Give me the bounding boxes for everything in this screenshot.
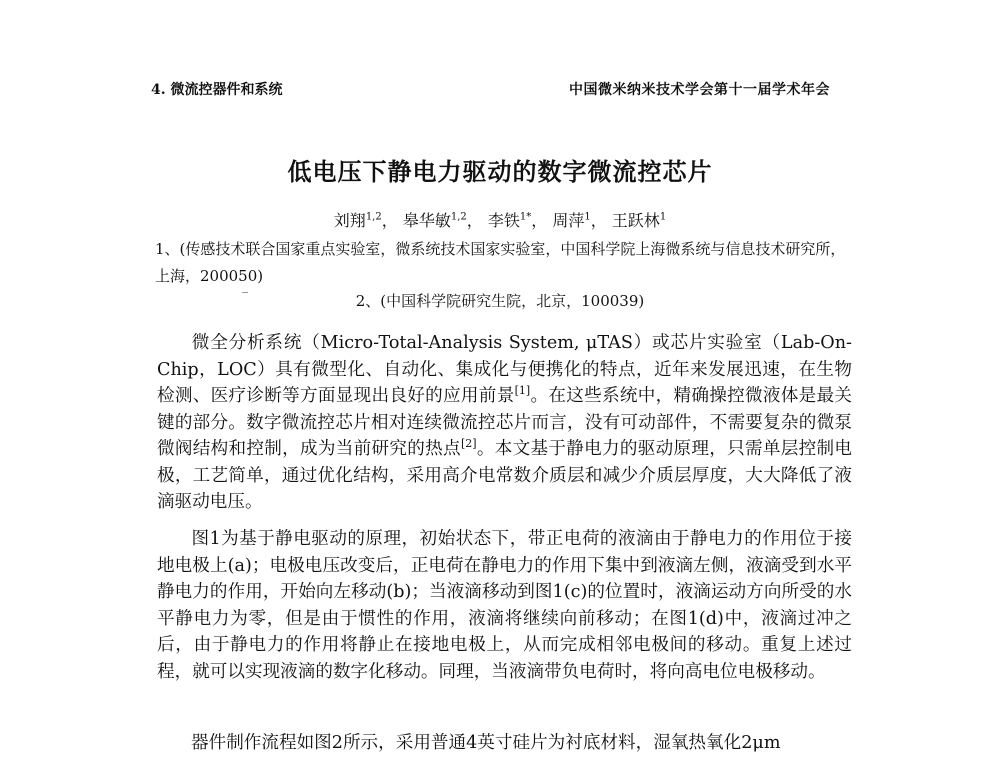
- paragraph-text: 。在这些系统中，精确操控微液体是最关键的部分。数字微流控芯片相对连续微流控芯片而言，没有可动部件，不需要复杂的微泵微阀结构和控制，成为当前研究的热点: [157, 386, 852, 459]
- body-paragraph-3: [157, 730, 852, 760]
- author-list: 刘翔$^{1,2}$， 皋华敏$^{1,2}$， 李铁$^{1*}$， 周萍$^1$， 王跃林$^1$: [333, 211, 667, 230]
- author-name: 李铁: [487, 211, 520, 230]
- affiliation-2: 2、(中国科学院研究生院，北京，100039): [355, 292, 645, 310]
- author-affiliation-mark: 1: [659, 211, 667, 223]
- author-affiliation-mark: 1: [584, 211, 591, 223]
- body-paragraph-2: [157, 526, 852, 685]
- author-name: 王跃林: [611, 211, 660, 230]
- paragraph-text: 微全分析系统（Micro-Total-Analysis System, μTAS）或芯片实验室（Lab-On-Chip，LOC）具有微型化、自动化、集成化与便携化的特点，近年来发展迅速，在生物检测、医疗诊断等方面显现出良好的应用前景: [157, 333, 852, 406]
- paragraph-text: 器件制作流程如图2所示，采用普通4英寸硅片为衬底材料，湿氧热氧化2μm: [191, 733, 781, 753]
- paragraph-text: 图1为基于静电驱动的原理，初始状态下，带正电荷的液滴由于静电力的作用位于接地电极上(a)；电极电压改变后，正电荷在静电力的作用下集中到液滴左侧，液滴受到水平静电力的作用，开始向左移动(b)；当液滴移动到图1(c)的位置时，液滴运动方向所受的水平静电力为零，但是由于惯性的作用，液滴将继续向前移动；在图1(d)中，液滴过冲之后，由于静电力的作用将静止在接地电极上，从而完成相邻电极间的移动。重复上述过程，就可以实现液滴的数字化移动。同理，当液滴带负电荷时，将向高电位电极移动。: [157, 529, 852, 682]
- paragraph-text: 。本文基于静电力的驱动原理，只需单层控制电极，工艺简单，通过优化结构，采用高介电常数介质层和减少介质层厚度，大大降低了液滴驱动电压。: [157, 439, 852, 512]
- affiliation-1: 1、(传感技术联合国家重点实验室，微系统技术国家实验室，中国科学院上海微系统与信息技术研究所，上海，200050): [155, 240, 846, 285]
- scan-artifact: [242, 292, 248, 293]
- citation-ref[interactable]: [1]: [514, 384, 531, 398]
- conference-header: 中国微米纳米技术学会第十一届学术年会: [569, 82, 830, 98]
- author-affiliation-mark: 1,2: [365, 211, 382, 223]
- author-name: 周萍: [552, 211, 585, 230]
- author-name: 刘翔: [333, 211, 366, 230]
- body-paragraph-1: [157, 330, 852, 516]
- section-header: 4. 微流控器件和系统: [151, 82, 283, 98]
- author-affiliation-mark: 1,2: [450, 211, 467, 223]
- author-affiliation-mark: 1*: [519, 211, 532, 223]
- author-name: 皋华敏: [402, 211, 451, 230]
- paper-title: 低电压下静电力驱动的数字微流控芯片: [287, 157, 713, 186]
- citation-ref[interactable]: [2]: [460, 437, 477, 451]
